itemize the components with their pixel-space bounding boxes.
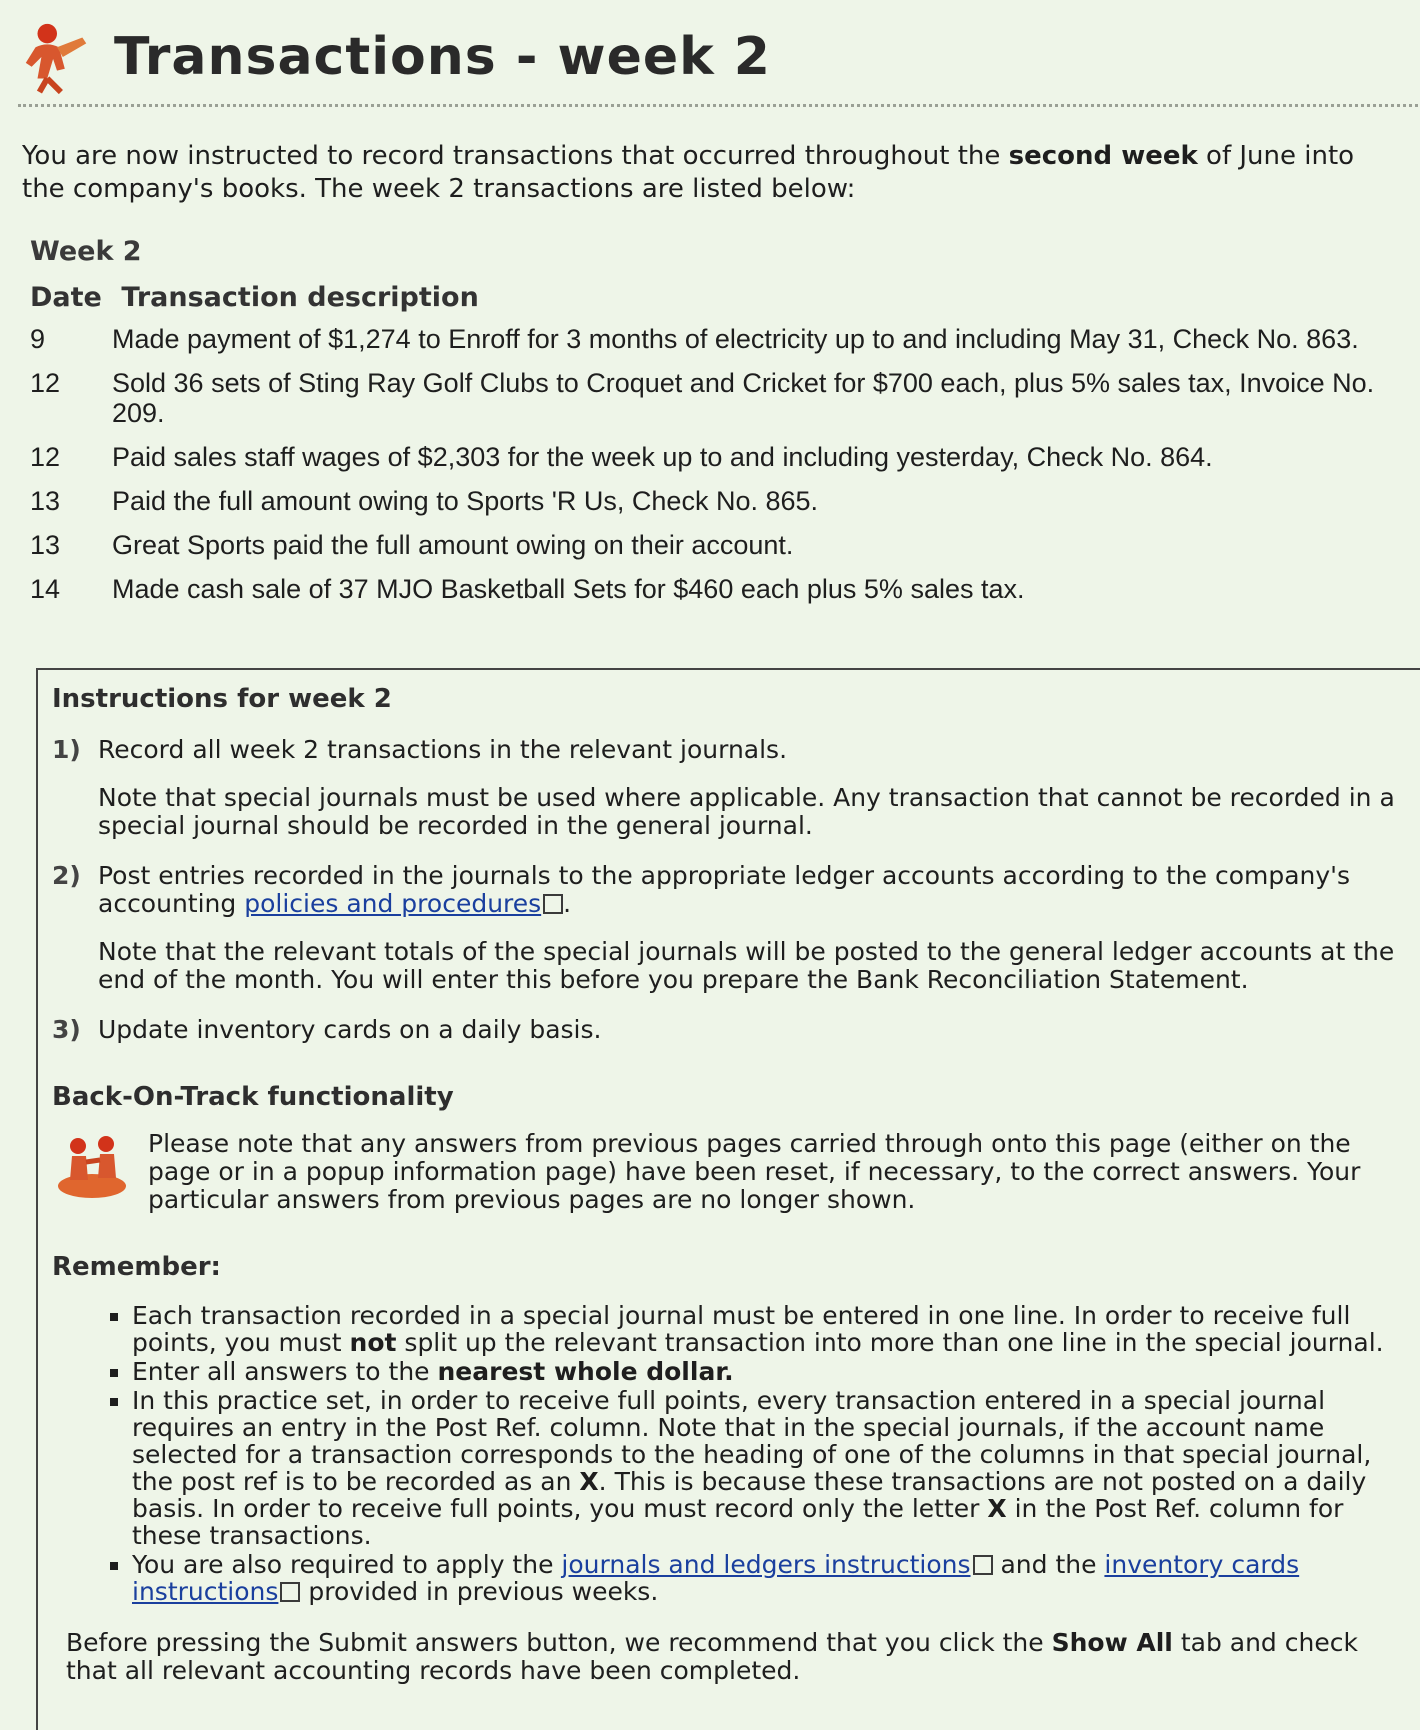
external-link-icon[interactable] — [543, 894, 563, 914]
remember-text: Enter all answers to the — [132, 1357, 438, 1386]
remember-text: and the — [992, 1550, 1105, 1579]
step-text: Update inventory cards on a daily basis. — [98, 1015, 602, 1044]
remember-item — [132, 1302, 1412, 1356]
transaction-date: 14 — [30, 574, 61, 604]
transaction-row — [30, 530, 1410, 560]
title-row — [18, 12, 771, 102]
external-link-icon[interactable] — [280, 1582, 300, 1602]
step-text: Record all week 2 transactions in the relevant journals. — [98, 735, 788, 764]
instructions-heading: Instructions for week 2 — [52, 684, 392, 714]
policies-procedures-link[interactable]: policies and procedures — [244, 889, 542, 918]
intro-bold: second week — [1008, 141, 1198, 171]
instruction-step-3 — [52, 1016, 1412, 1044]
back-on-track-icon — [52, 1130, 132, 1202]
transaction-description: Paid sales staff wages of $2,303 for the week up to and including yesterday, Check No. 864. — [112, 442, 1213, 472]
step-2-text: Post entries recorded in the journals to the appropriate ledger accounts according to the company's accounting — [98, 861, 1351, 918]
transactions-header — [30, 282, 479, 313]
remember-item — [132, 1358, 1412, 1385]
step-number: 1) — [52, 735, 81, 764]
back-on-track-section — [52, 1082, 1412, 1214]
transaction-description: Sold 36 sets of Sting Ray Golf Clubs to Croquet and Cricket for $700 each, plus 5% sales tax, Invoice No. 209. — [112, 368, 1375, 428]
remember-heading: Remember: — [52, 1252, 221, 1282]
intro-text-1: You are now instructed to record transactions that occurred throughout the — [22, 141, 1009, 171]
description-column-header: Transaction description — [121, 282, 479, 313]
date-column-header: Date — [30, 282, 102, 313]
external-link-icon[interactable] — [973, 1555, 993, 1575]
intro-paragraph — [22, 140, 1392, 206]
step-2-note: Note that the relevant totals of the special journals will be posted to the general ledger accounts at the end of the month. You will enter this before you prepare the Bank Reconciliation Statement. — [98, 937, 1395, 994]
instruction-step-1 — [52, 736, 1412, 764]
back-on-track-text: Please note that any answers from previous pages carried through onto this page (either on the page or in a popup information page) have been reset, if necessary, to the correct answers. Your particular answers from previous pages are no longer shown. — [148, 1129, 1361, 1214]
closing-text: Before pressing the Submit answers button, we recommend that you click the — [66, 1628, 1052, 1657]
step-number: 3) — [52, 1015, 81, 1044]
inventory-cards-link-continued[interactable]: instructions — [132, 1577, 279, 1606]
step-text — [98, 862, 1412, 918]
page-title: Transactions - week 2 — [114, 27, 771, 87]
closing-bold: Show All — [1051, 1628, 1173, 1657]
remember-text: in the Post Ref. column for these transactions. — [132, 1494, 1344, 1550]
remember-section — [52, 1252, 1412, 1605]
remember-text: Each transaction recorded in a special journal must be entered in one line. In order to receive full points, you must — [132, 1301, 1351, 1357]
remember-text: provided in previous weeks. — [300, 1577, 659, 1606]
remember-text: . This is because these transactions are not posted on a daily basis. In order to receive full points, you must record only the letter — [132, 1467, 1367, 1523]
remember-text: split up the relevant transaction into more than one line in the special journal. — [396, 1328, 1384, 1357]
journals-ledgers-link[interactable]: journals and ledgers instructions — [561, 1550, 971, 1579]
week-label: Week 2 — [30, 236, 142, 267]
transaction-date: 13 — [30, 530, 61, 560]
transaction-date: 12 — [30, 442, 61, 472]
instructions-box — [36, 668, 1420, 1730]
remember-text: You are also required to apply the — [132, 1550, 562, 1579]
remember-bold: not — [349, 1328, 397, 1357]
closing-text: tab and check that all relevant accounting records have been completed. — [66, 1628, 1358, 1685]
intro-text-2: of June into the company's books. The week 2 transactions are listed below: — [22, 141, 1355, 204]
transaction-row — [30, 486, 1410, 516]
remember-item — [132, 1551, 1412, 1605]
remember-list — [52, 1302, 1412, 1605]
back-on-track-row — [52, 1130, 1412, 1214]
person-icon — [18, 18, 96, 96]
inventory-cards-link[interactable]: inventory cards — [1104, 1550, 1300, 1579]
remember-bold: X — [987, 1494, 1007, 1523]
transaction-row — [30, 442, 1410, 472]
instruction-step-2 — [52, 862, 1412, 918]
step-2-end: . — [563, 889, 572, 918]
transaction-row — [30, 574, 1410, 604]
remember-bold: nearest whole dollar. — [437, 1357, 734, 1386]
transaction-row — [30, 324, 1410, 354]
remember-bold: X — [579, 1467, 599, 1496]
transaction-description: Paid the full amount owing to Sports 'R Us, Check No. 865. — [112, 486, 819, 516]
step-1-note: Note that special journals must be used where applicable. Any transaction that cannot be recorded in a special journal should be recorded in the general journal. — [98, 783, 1395, 840]
transaction-description: Made cash sale of 37 MJO Basketball Sets for $460 each plus 5% sales tax. — [112, 574, 1025, 604]
remember-item — [132, 1387, 1412, 1549]
back-on-track-heading: Back-On-Track functionality — [52, 1082, 454, 1112]
transactions-list — [30, 324, 1410, 618]
transaction-description: Made payment of $1,274 to Enroff for 3 months of electricity up to and including May 31, Check No. 863. — [112, 324, 1359, 354]
transaction-date: 9 — [30, 324, 46, 354]
transaction-date: 13 — [30, 486, 61, 516]
closing-paragraph — [52, 1629, 1412, 1685]
step-number: 2) — [52, 861, 81, 890]
transaction-date: 12 — [30, 368, 61, 398]
transaction-description: Great Sports paid the full amount owing on their account. — [112, 530, 794, 560]
title-divider — [18, 104, 1418, 107]
transaction-row — [30, 368, 1410, 428]
remember-text: In this practice set, in order to receive full points, every transaction entered in a special journal requires an entry in the Post Ref. column. Note that in the special journals, if the account name selected for a transaction corresponds to the heading of one of the columns in that special journal, the post ref is to be recorded as an — [132, 1386, 1372, 1496]
instructions-content — [52, 684, 1412, 1685]
